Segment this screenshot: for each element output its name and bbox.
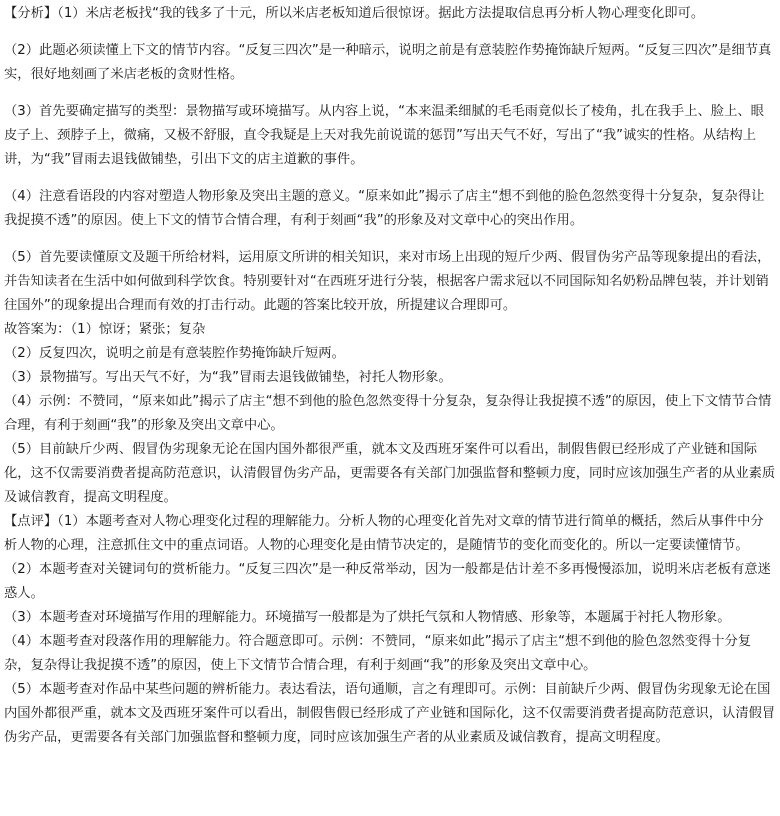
analysis-paragraph-5: （5）首先要读懂原文及题干所给材料，运用原文所讲的相关知识，来对市场上出现的短斤少两、假冒伪劣产品等现象提出的看法，并告知读者在生活中如何做到科学饮食。特别要针对“在西班牙进行分装，根据客户需求冠以不同国际知名奶粉品牌包装，并计划销往国外”的现象提出合理而有效的打击行动。此题的答案比较开放，所提建议合理即可。 <box>4 250 771 313</box>
answer-2: （2）反复四次，说明之前是有意装腔作势掩饰缺斤短两。 <box>4 346 345 361</box>
analysis-section <box>4 2 776 318</box>
answer-intro: 故答案为：（1）惊讶；紧张；复杂 <box>4 322 206 337</box>
comment-2: （2）本题考查对关键词句的赏析能力。“反复三四次”是一种反常举动，因为一般都是估计差不多再慢慢添加，说明米店老板有意迷惑人。 <box>4 562 771 601</box>
comments-section <box>4 510 776 750</box>
answer-3: （3）景物描写。写出天气不好，为“我”冒雨去退钱做铺垫，衬托人物形象。 <box>4 370 452 385</box>
analysis-paragraph-1: 【分析】（1）米店老板找“我的钱多了十元，所以米店老板知道后很惊讶。据此方法提取信息再分析人物心理变化即可。 <box>4 6 705 21</box>
answer-5: （5）目前缺斤少两、假冒伪劣现象无论在国内国外都很严重，就本文及西班牙案件可以看出，制假售假已经形成了产业链和国际化，这不仅需要消费者提高防范意识，认清假冒伪劣产品，更需要各有关部门加强监督和整顿力度，同时应该加强生产者的从业素质及诚信教育，提高文明程度。 <box>4 442 776 505</box>
answers-section <box>4 318 776 510</box>
comment-5: （5）本题考查对作品中某些问题的辨析能力。表达看法，语句通顺，言之有理即可。示例：目前缺斤少两、假冒伪劣现象无论在国内国外都很严重，就本文及西班牙案件可以看出，制假售假已经形成了产业链和国际化，这不仅需要消费者提高防范意识，认清假冒伪劣产品，更需要各有关部门加强监督和整顿力度，同时应该加强生产者的从业素质及诚信教育，提高文明程度。 <box>4 682 776 745</box>
analysis-paragraph-3: （3）首先要确定描写的类型：景物描写或环境描写。从内容上说，“本来温柔细腻的毛毛雨竟似长了棱角，扎在我手上、脸上、眼皮子上、颈脖子上，微痛，又极不舒服，直令我疑是上天对我先前说谎的惩罚”写出天气不好，写出了“我”诚实的性格。从结构上讲，为“我”冒雨去退钱做铺垫，引出下文的店主道歉的事件。 <box>4 104 764 167</box>
comment-1: 【点评】（1）本题考查对人物心理变化过程的理解能力。分析人物的心理变化首先对文章的情节进行简单的概括，然后从事件中分析人物的心理，注意抓住文中的重点词语。人物的心理变化是由情节决定的，是随情节的变化而变化的。所以一定要读懂情节。 <box>4 514 764 553</box>
document-page <box>0 2 780 816</box>
comment-3: （3）本题考查对环境描写作用的理解能力。环境描写一般都是为了烘托气氛和人物情感、形象等，本题属于衬托人物形象。 <box>4 610 731 625</box>
comment-4: （4）本题考查对段落作用的理解能力。符合题意即可。示例：不赞同，“原来如此”揭示了店主“想不到他的脸色忽然变得十分复杂，复杂得让我捉摸不透”的原因，使上下文情节合情合理，有利于刻画“我”的形象及突出文章中心。 <box>4 634 752 673</box>
analysis-paragraph-4: （4）注意看语段的内容对塑造人物形象及突出主题的意义。“原来如此”揭示了店主“想不到他的脸色忽然变得十分复杂，复杂得让我捉摸不透”的原因。使上下文的情节合情合理，有利于刻画“我”的形象及对文章中心的突出作用。 <box>4 189 765 228</box>
analysis-paragraph-2: （2）此题必须读懂上下文的情节内容。“反复三四次”是一种暗示，说明之前是有意装腔作势掩饰缺斤短两。“反复三四次”是细节真实，很好地刻画了米店老板的贪财性格。 <box>4 43 772 82</box>
answer-4: （4）示例：不赞同，“原来如此”揭示了店主“想不到他的脸色忽然变得十分复杂，复杂得让我捉摸不透”的原因，使上下文情节合情合理，有利于刻画“我”的形象及突出文章中心。 <box>4 394 772 433</box>
